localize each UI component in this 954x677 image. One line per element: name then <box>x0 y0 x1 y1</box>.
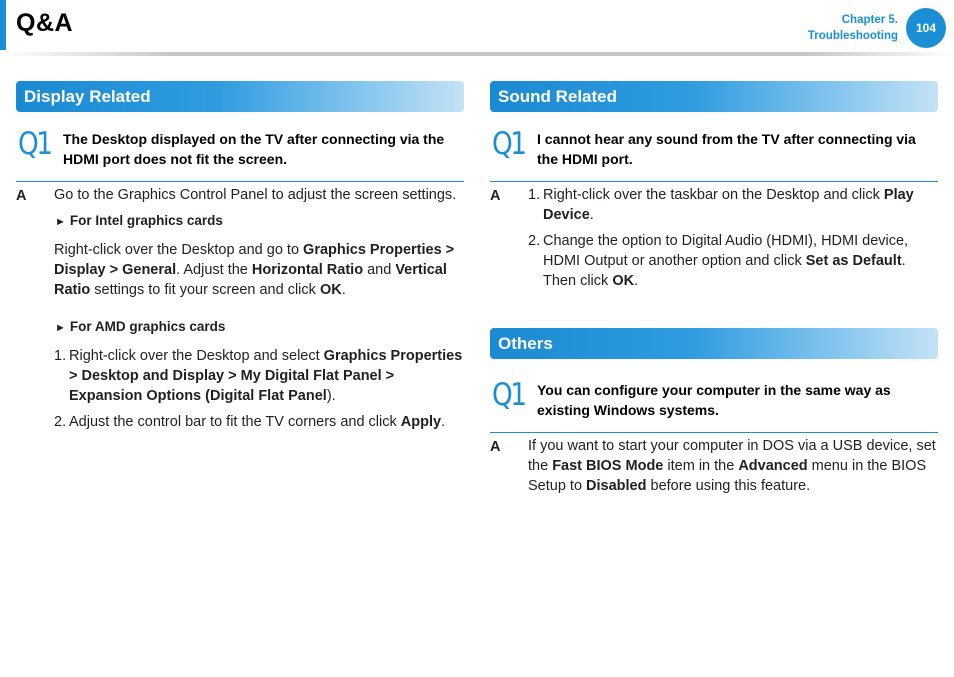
section-header-display: Display Related <box>16 81 464 112</box>
answer-body <box>528 185 938 291</box>
answer-block <box>490 185 938 291</box>
list-item: 2. Adjust the control bar to fit the TV corners and click Apply. <box>54 414 446 430</box>
answer-body <box>54 185 464 432</box>
section-header-sound: Sound Related <box>490 81 938 112</box>
answer-mark: A <box>490 188 501 204</box>
amd-subheading <box>55 317 464 338</box>
intel-subheading-label: For Intel graphics cards <box>69 213 223 228</box>
answer-mark: A <box>490 439 501 455</box>
question-text: I cannot hear any sound from the TV after connecting via the HDMI port. <box>537 131 916 167</box>
question-text: You can configure your computer in the same way as existing Windows systems. <box>537 382 891 418</box>
chapter-name: Troubleshooting <box>807 30 898 42</box>
intel-instructions: Right-click over the Desktop and go to Graphics Properties > Display > General. Adjust the Horizontal Ratio and Vertical Ratio settings to fit your screen and click OK. <box>54 242 455 298</box>
intel-subheading <box>55 211 464 232</box>
question-mark: Q1 <box>18 126 51 162</box>
question-text: The Desktop displayed on the TV after connecting via the HDMI port does not fit the screen. <box>63 131 445 167</box>
question-row <box>490 377 938 433</box>
sound-section <box>490 81 938 291</box>
triangle-bullet-icon: ► <box>55 216 66 228</box>
display-section <box>16 81 464 432</box>
page-title: Q&A <box>16 9 74 37</box>
list-item: 1. Right-click over the taskbar on the Desktop and click Play Device. <box>528 187 914 223</box>
answer-mark: A <box>16 188 27 204</box>
list-item: 2. Change the option to Digital Audio (HDMI), HDMI device, HDMI Output or another option and click Set as Default. Then click OK. <box>528 233 909 289</box>
question-row <box>16 126 464 182</box>
others-answer: If you want to start your computer in DOS via a USB device, set the Fast BIOS Mode item in the Advanced menu in the BIOS Setup to Disabled before using this feature. <box>528 438 936 494</box>
question-mark: Q1 <box>492 126 525 162</box>
question-mark: Q1 <box>492 377 525 413</box>
answer-intro: Go to the Graphics Control Panel to adjust the screen settings. <box>54 187 457 203</box>
question-row <box>490 126 938 182</box>
section-header-others: Others <box>490 328 938 359</box>
header-accent-bar <box>0 0 6 50</box>
answer-block <box>16 185 464 432</box>
answer-block <box>490 436 938 496</box>
chapter-label <box>808 12 898 44</box>
chapter-number: Chapter 5. <box>841 14 898 26</box>
others-section <box>490 328 938 496</box>
triangle-bullet-icon: ► <box>55 322 66 334</box>
amd-subheading-label: For AMD graphics cards <box>69 319 226 334</box>
header-divider <box>0 52 954 56</box>
answer-body <box>528 436 938 496</box>
list-item: 1. Right-click over the Desktop and select Graphics Properties > Desktop and Display > My Digital Flat Panel > Expansion Options (Digital Flat Panel). <box>54 348 463 404</box>
page-number-badge: 104 <box>906 8 946 48</box>
